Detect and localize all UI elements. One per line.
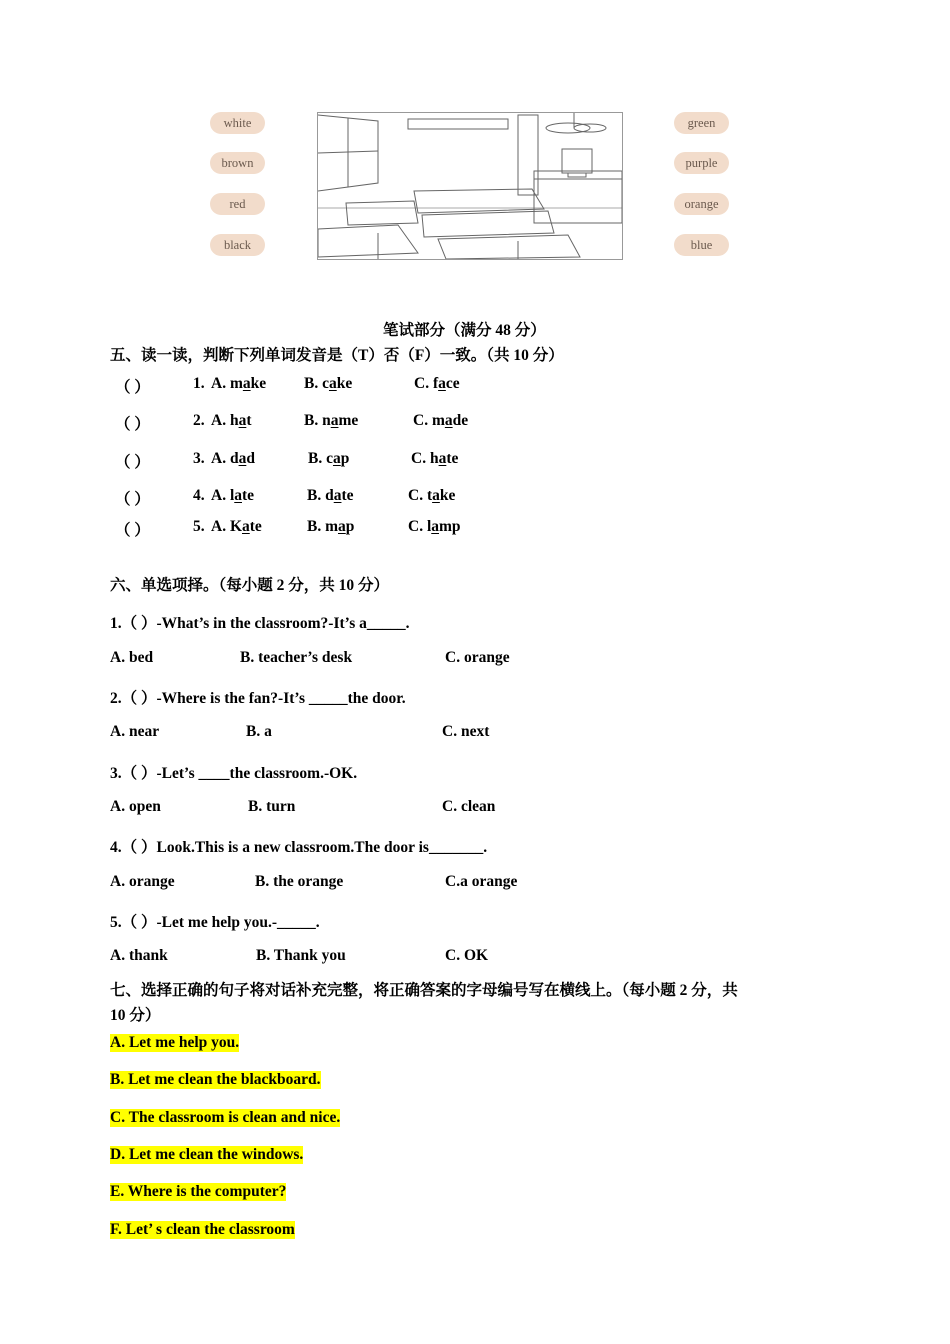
option-c: C. orange bbox=[445, 649, 510, 666]
option-a: A. Kate bbox=[211, 518, 262, 535]
option-b: B. name bbox=[304, 412, 359, 429]
word-pill-purple: purple bbox=[674, 152, 729, 174]
question-text: 3.（ ）-Let’s ____the classroom.-OK. bbox=[110, 765, 358, 782]
section7-heading: 七、选择正确的句子将对话补充完整，将正确答案的字母编号写在横线上。（每小题 2 分，共 bbox=[110, 982, 738, 999]
option-b: B. a bbox=[246, 723, 272, 740]
option-b: B. date bbox=[307, 487, 354, 504]
word-pill-red: red bbox=[210, 193, 265, 215]
answer-paren: （ ） bbox=[115, 379, 150, 396]
option-a: A. open bbox=[110, 798, 161, 815]
option-a: A. orange bbox=[110, 873, 175, 890]
option-c: C. made bbox=[413, 412, 469, 429]
option-c: C. hate bbox=[411, 450, 459, 467]
option-a: A. near bbox=[110, 723, 160, 740]
section6-heading: 六、单选项择。（每小题 2 分，共 10 分） bbox=[110, 577, 390, 594]
option-c: C. OK bbox=[445, 947, 489, 964]
option-a: A. hat bbox=[211, 412, 252, 429]
option-c: C. take bbox=[408, 487, 456, 504]
sentence-option-c: C. The classroom is clean and nice. bbox=[110, 1109, 341, 1126]
word-pill-brown: brown bbox=[210, 152, 265, 174]
sentence-option-a: A. Let me help you. bbox=[110, 1034, 240, 1051]
option-a: A. bed bbox=[110, 649, 154, 666]
option-c: C.a orange bbox=[445, 873, 518, 890]
section5-heading: 五、读一读，判断下列单词发音是（T）否（F）一致。（共 10 分） bbox=[110, 347, 564, 364]
answer-paren: （ ） bbox=[115, 454, 150, 471]
word-pill-orange: orange bbox=[674, 193, 729, 215]
option-a: A. thank bbox=[110, 947, 168, 964]
question-text: 1.（ ）-What’s in the classroom?-It’s a_____. bbox=[110, 615, 410, 632]
sentence-option-d: D. Let me clean the windows. bbox=[110, 1146, 304, 1163]
option-b: B. cap bbox=[308, 450, 350, 467]
option-c: C. clean bbox=[442, 798, 496, 815]
question-text: 5.（ ）-Let me help you.-_____. bbox=[110, 914, 320, 931]
option-b: B. teacher’s desk bbox=[240, 649, 353, 666]
option-b: B. map bbox=[307, 518, 355, 535]
word-pill-blue: blue bbox=[674, 234, 729, 256]
option-b: B. turn bbox=[248, 798, 296, 815]
item-number: 3. bbox=[193, 450, 205, 467]
option-c: C. next bbox=[442, 723, 490, 740]
sentence-option-e: E. Where is the computer? bbox=[110, 1183, 287, 1200]
word-pill-black: black bbox=[210, 234, 265, 256]
classroom-illustration bbox=[317, 112, 623, 260]
sentence-option-f: F. Let’ s clean the classroom bbox=[110, 1221, 295, 1238]
question-text: 4.（ ）Look.This is a new classroom.The door is_______. bbox=[110, 839, 488, 856]
option-b: B. Thank you bbox=[256, 947, 346, 964]
sentence-option-b: B. Let me clean the blackboard. bbox=[110, 1071, 321, 1088]
item-number: 5. bbox=[193, 518, 205, 535]
word-pill-green: green bbox=[674, 112, 729, 134]
answer-paren: （ ） bbox=[115, 416, 150, 433]
option-b: B. cake bbox=[304, 375, 353, 392]
option-a: A. late bbox=[211, 487, 255, 504]
item-number: 4. bbox=[193, 487, 205, 504]
answer-paren: （ ） bbox=[115, 491, 150, 508]
question-text: 2.（ ）-Where is the fan?-It’s _____the door. bbox=[110, 690, 406, 707]
word-pill-white: white bbox=[210, 112, 265, 134]
written-part-title: 笔试部分（满分 48 分） bbox=[383, 322, 546, 339]
option-a: A. make bbox=[211, 375, 267, 392]
option-c: C. lamp bbox=[408, 518, 461, 535]
option-a: A. dad bbox=[211, 450, 255, 467]
item-number: 2. bbox=[193, 412, 205, 429]
option-b: B. the orange bbox=[255, 873, 344, 890]
answer-paren: （ ） bbox=[115, 522, 150, 539]
item-number: 1. bbox=[193, 375, 205, 392]
section7-heading-cont: 10 分） bbox=[110, 1007, 161, 1024]
option-c: C. face bbox=[414, 375, 460, 392]
